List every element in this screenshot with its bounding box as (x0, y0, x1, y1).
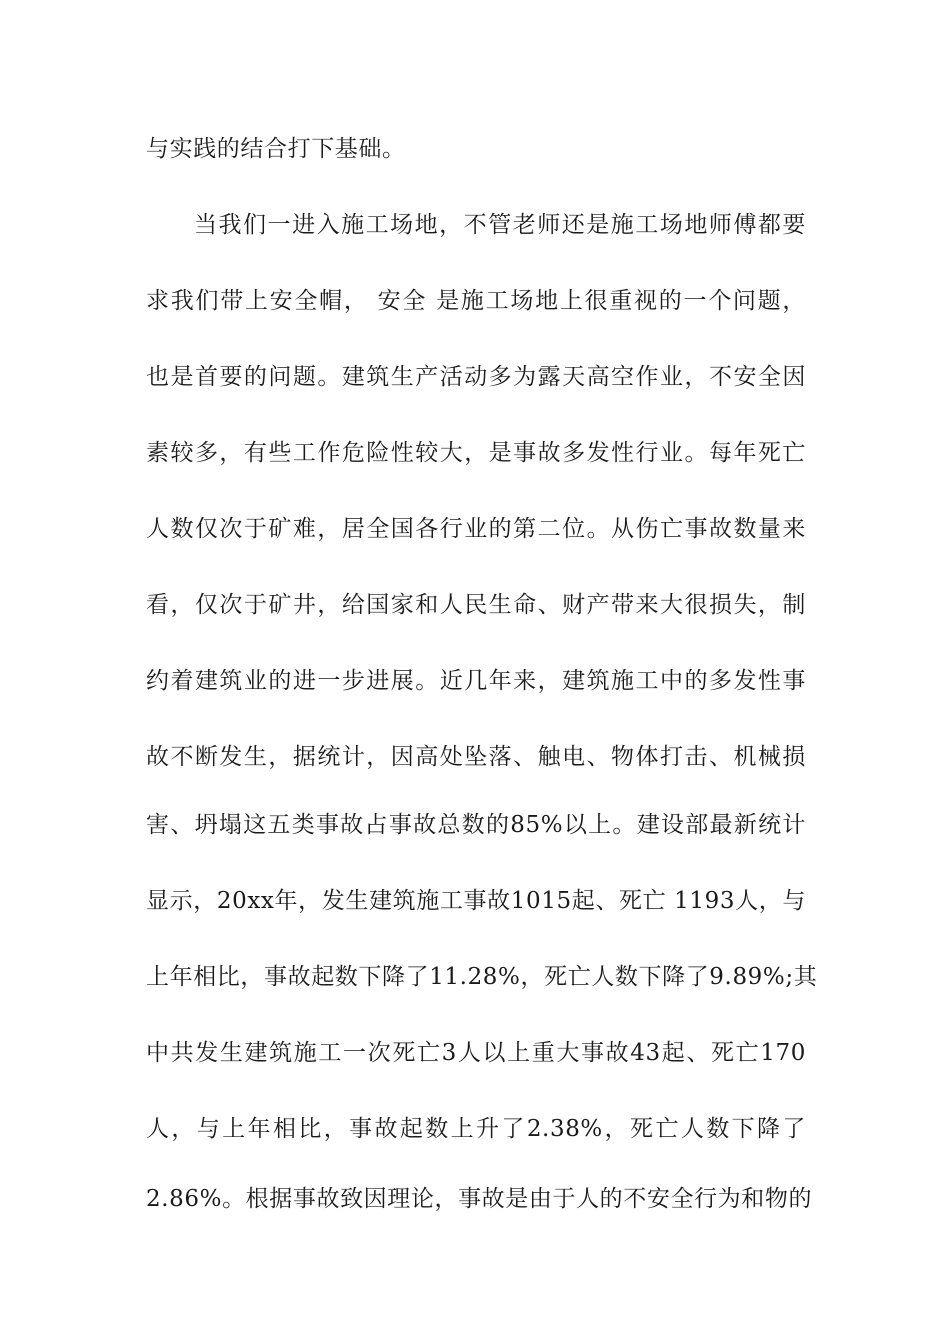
text-line-9: 故不断发生，据统计，因高处坠落、触电、物体打击、机械损 (146, 744, 806, 770)
text-line-2: 当我们一进入施工场地，不管老师还是施工场地师傅都要 (194, 212, 806, 238)
text-line-6: 人数仅次于矿难，居全国各行业的第二位。从伤亡事故数量来 (146, 516, 806, 542)
text-line-8: 约着建筑业的进一步进展。近几年来，建筑施工中的多发性事 (146, 668, 806, 694)
text-line-15: 2.86%。根据事故致因理论，事故是由于人的不安全行为和物的 (146, 1186, 813, 1212)
text-line-5: 素较多，有些工作危险性较大，是事故多发性行业。每年死亡 (146, 440, 806, 466)
text-line-12: 上年相比，事故起数下降了11.28%，死亡人数下降了9.89%;其 (146, 964, 818, 990)
text-line-1: 与实践的结合打下基础。 (146, 136, 406, 162)
text-line-13: 中共发生建筑施工一次死亡3人以上重大事故43起、死亡170 (146, 1040, 806, 1066)
text-line-10: 害、坍塌这五类事故占事故总数的85%以上。建设部最新统计 (146, 812, 806, 838)
text-line-14: 人，与上年相比，事故起数上升了2.38%，死亡人数下降了 (146, 1116, 806, 1142)
text-line-4: 也是首要的问题。建筑生产活动多为露天高空作业，不安全因 (146, 364, 806, 390)
text-line-11: 显示，20xx年，发生建筑施工事故1015起、死亡 1193人，与 (146, 888, 806, 914)
text-line-7: 看，仅次于矿井，给国家和人民生命、财产带来大很损失，制 (146, 592, 806, 618)
text-line-3: 求我们带上安全帽， 安全 是施工场地上很重视的一个问题， (146, 288, 806, 314)
